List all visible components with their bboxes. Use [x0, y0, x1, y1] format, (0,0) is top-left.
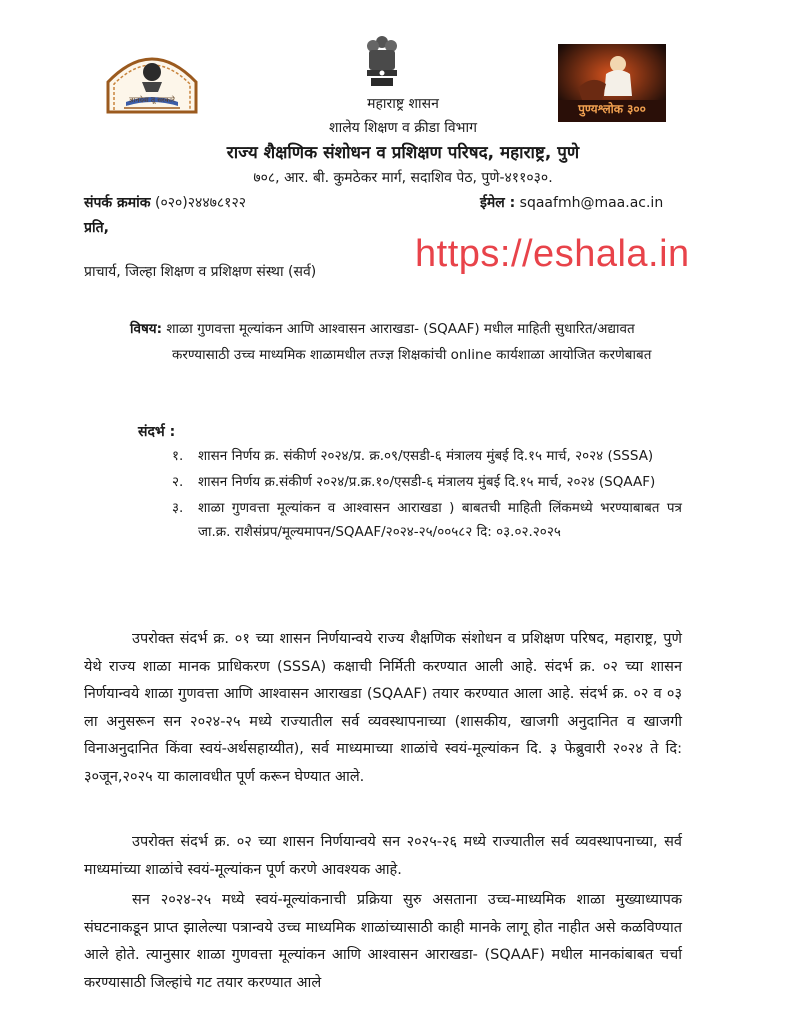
subject-label: विषय:: [130, 321, 163, 337]
email-line: [480, 193, 663, 212]
subject-text: शाळा गुणवत्ता मूल्यांकन आणि आश्वासन आराखडा- (SQAAF) मधील माहिती सुधारित/अद्यावत करण्यासाठी उच्च माध्यमिक शाळामधील तज्ज्ञ शिक्षकांची online कार्यशाळा आयोजित करणेबाबत: [166, 321, 652, 363]
addressee: प्राचार्य, जिल्हा शिक्षण व प्रशिक्षण संस्था (सर्व): [84, 264, 317, 280]
reference-number: ३.: [172, 500, 184, 516]
reference-text: शासन निर्णय क्र.संकीर्ण २०२४/प्र.क्र.१०/एसडी-६ मंत्रालय मुंबई दि.१५ मार्च, २०२४ (SQAAF): [198, 474, 656, 490]
body-paragraph-3: सन २०२४-२५ मध्ये स्वयं-मूल्यांकनाची प्रक्रिया सुरु असताना उच्च-माध्यमिक शाळा मुख्याध्यापक संघटनाकडून प्राप्त झालेल्या पत्रान्वये उच्च माध्यमिक शाळांच्यासाठी काही मानके लागू होत नाहीत असे कळविण्यात आले होते. त्यानुसार शाळा गुणवत्ता मूल्यांकन आणि आश्वासन आराखडा- (SQAAF) मधील मानकांबाबत चर्चा करण्यासाठी जिल्हांचे गट तयार करण्यात आले: [84, 892, 682, 991]
reference-item: [172, 470, 682, 494]
reference-item: [172, 496, 682, 544]
contact-number: (०२०)२४४७८१२२: [155, 195, 247, 211]
national-emblem-icon: [362, 32, 402, 90]
department-name: शालेय शिक्षण व क्रीडा विभाग: [329, 120, 477, 136]
prati-salutation: प्रति,: [84, 220, 109, 236]
scert-logo-motto: ज्ञानदेवा तू सरकारे: [129, 96, 175, 104]
references-label: संदर्भ :: [138, 424, 176, 440]
reference-text: शासन निर्णय क्र. संकीर्ण २०२४/प्र. क्र.०९/एसडी-६ मंत्रालय मुंबई दि.१५ मार्च, २०२४ (SSSA): [198, 448, 654, 464]
watermark-url[interactable]: https://eshala.in: [415, 233, 690, 275]
reference-item: [172, 444, 682, 468]
subject-block: [130, 316, 652, 368]
reference-number: २.: [172, 474, 184, 490]
contact-line: [84, 193, 246, 212]
reference-number: १.: [172, 448, 184, 464]
contact-label: संपर्क क्रमांक: [84, 195, 151, 211]
punyashlok-300-text: पुण्यश्लोक ३००: [578, 102, 646, 116]
references-list: [172, 444, 682, 546]
reference-text: शाळा गुणवत्ता मूल्यांकन व आश्वासन आराखडा ) बाबतची माहिती लिंकमध्ये भरण्याबाबत पत्र जा.क्र. राशैसंप्रप/मूल्यमापन/SQAAF/२०२४-२५/००५८२ दि: ०३.०२.२०२५: [198, 500, 682, 540]
body-paragraph-1: उपरोक्त संदर्भ क्र. ०१ च्या शासन निर्णयान्वये राज्य शैक्षणिक संशोधन व प्रशिक्षण परिषद, महाराष्ट्र, पुणे येथे राज्य शाळा मानक प्राधिकरण (SSSA) कक्षाची निर्मिती करण्यात आली आहे. संदर्भ क्र. ०२ च्या शासन निर्णयान्वये शाळा गुणवत्ता आणि आश्वासन आराखडा (SQAAF) तयार करण्यात आला आहे. संदर्भ क्र. ०२ व ०३ ला अनुसरून सन २०२४-२५ मध्ये राज्यातील सर्व व्यवस्थापनाच्या (शासकीय, खाजगी अनुदानित व खाजगी विनाअनुदानित किंवा स्वयं-अर्थसहाय्यीत), सर्व माध्यमाच्या शाळांचे स्वयं-मूल्यांकन दि. ३ फेब्रुवारी २०२४ ते दि: ३०जून,२०२५ या कालावधीत पूर्ण करून घेण्यात आले.: [84, 631, 682, 785]
organization-address: ७०८, आर. बी. कुमठेकर मार्ग, सदाशिव पेठ, पुणे-४११०३०.: [253, 170, 553, 186]
email-address[interactable]: sqaafmh@maa.ac.in: [519, 195, 664, 211]
email-label: ईमेल :: [480, 195, 516, 211]
government-name: महाराष्ट्र शासन: [367, 96, 439, 112]
body-paragraph-2: उपरोक्त संदर्भ क्र. ०२ च्या शासन निर्णयान्वये सन २०२५-२६ मध्ये राज्यातील सर्व व्यवस्थापनाच्या, सर्व माध्यमांच्या शाळांचे स्वयं-मूल्यांकन पूर्ण करणे आवश्यक आहे.: [84, 834, 682, 878]
organization-name: राज्य शैक्षणिक संशोधन व प्रशिक्षण परिषद, महाराष्ट्र, पुणे: [226, 143, 580, 163]
